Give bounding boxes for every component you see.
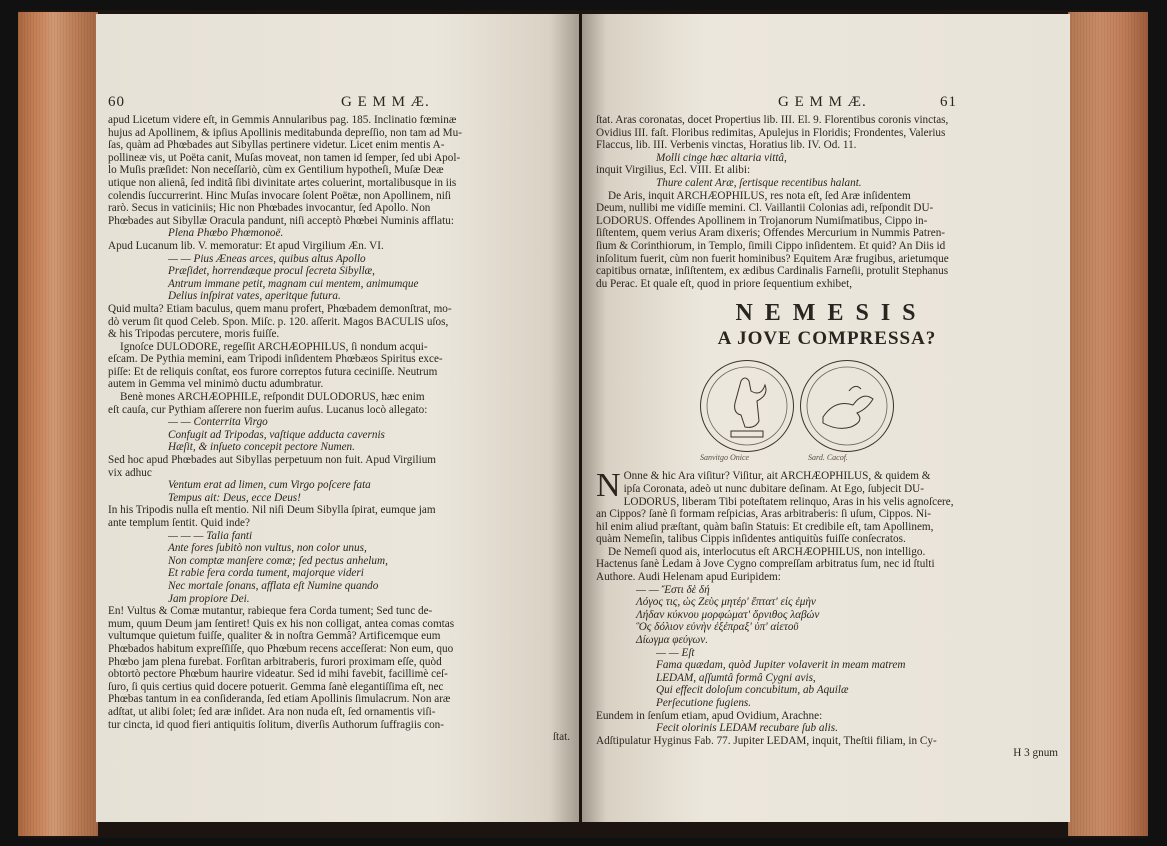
- text-line: Quid multa? Etiam baculus, quem manu profert, Phœbadem demonſtrat, mo-: [108, 302, 452, 315]
- gem-caption-left: Sanvitgo Onice: [700, 453, 750, 463]
- text-line: Phœbades aut Sibyllæ Oracula pandunt, niſi acceptò Phœbei Numinis afflatu:: [108, 214, 454, 227]
- text-line: Flaccus, lib. III. Verbenis vinctas, Horatius lib. IV. Od. 11.: [596, 139, 857, 152]
- left-fore-edge: [18, 12, 98, 836]
- text-line: eſt cauſa, cur Pythiam aſſerere non fuerim auſus. Lucanus locò allegato:: [108, 403, 428, 416]
- text-line: Qui effecit doloſum concubitum, ab Aquilæ: [656, 684, 849, 697]
- text-line: inquit Virgilius, Ecl. VIII. Et alibi:: [596, 164, 751, 177]
- text-line: pollineæ vis, ut Poëta canit, Muſas moveat, non tamen id ſemper, ſed ubi Apol-: [108, 151, 461, 164]
- page-number-right: 61: [940, 94, 957, 110]
- text-line: Plena Phœbo Phœmonoë.: [168, 227, 284, 240]
- text-line: Sed hoc apud Phœbades aut Sibyllas perpetuum non fuit. Apud Virgilium: [108, 454, 436, 467]
- text-line: Non comptæ manſere comæ; ſed pectus anhelum,: [168, 554, 388, 567]
- text-line: tur cincta, id quod fieri antiquitis ſolitum, diverſis Authorum ſuffragiis con-: [108, 718, 444, 731]
- text-line: Ante fores ſubitò non vultus, non color unus,: [168, 542, 367, 555]
- text-line: Fama quædam, quòd Jupiter volaverit in meam matrem: [656, 659, 906, 672]
- text-line: Ignoſce DULODORE, regeſſit ARCHÆOPHILUS, ſi nondum acqui-: [120, 340, 428, 353]
- text-line: LODORUS, liberam Tibi poteſtatem relinquo, Aras in his velis agnoſcere,: [623, 495, 954, 508]
- nemesis-subtitle: A JOVE COMPRESSA?: [717, 328, 937, 350]
- text-line: Præſidet, horrendæque procul ſecreta Sibyllæ,: [168, 265, 375, 278]
- text-line: autem in Gemma vel minimò ductu adumbratur.: [108, 378, 324, 391]
- text-line: Ovidius III. faſt. Floribus redimitas, Apulejus in Floridis; Frondentes, Valerius: [596, 126, 946, 139]
- text-line: Onne & hic Ara viſitur? Viſitur, ait ARCHÆOPHILUS, & quidem &: [623, 470, 931, 483]
- text-line: utique non alienâ, ſed inditâ ſibi divinitate artes coluerint, mortalibusque in iis: [108, 176, 457, 189]
- text-line: inſolitum fuerit, cùm non fuerit hominibus? Equitem Aræ frugibus, arietumque: [596, 252, 949, 265]
- gem-caption-right: Sard. Cacof.: [808, 453, 848, 463]
- text-line: Ὃς δόλιον εὐνὴν ἐξέπραξ' ὑπ' αἰετοῦ: [636, 621, 799, 634]
- text-line: dò verum ſit quod Celeb. Spon. Miſc. p. 120. aſſerit. Magos BACULIS uſos,: [108, 315, 449, 328]
- text-line: Phœbas tantum in ea conſideranda, ſed etiam Apollinis ſimulacrum. Non aræ: [108, 693, 451, 706]
- right-top-text: [596, 114, 1058, 290]
- text-line: Perſecutione fugiens.: [656, 697, 752, 709]
- text-line: Ventum erat ad limen, cum Virgo poſcere fata: [168, 479, 371, 492]
- gem-leda-swan-image: [800, 360, 894, 452]
- text-line: quàm Nemeſin, talibus Cippis inſidentes antiquitùs fuiſſe conſecratos.: [596, 533, 906, 546]
- text-line: vix adhuc: [108, 466, 152, 479]
- text-line: H 3 gnum: [1013, 747, 1058, 760]
- text-line: Λόγος τις, ὡς Ζεὺς μητέρ' ἔπτατ' εἰς ἐμὴν: [636, 596, 816, 609]
- text-line: Phœbo jam plena furebat. Forſitan arbitraberis, furori proximam eſſe, quòd: [108, 655, 442, 668]
- page-number-left: 60: [108, 94, 125, 110]
- text-line: Benè mones ARCHÆOPHILE, reſpondit DULODORUS, hæc enim: [120, 391, 425, 404]
- text-line: rarò. Secus in vaticiniis; Hic non Phœbades invocantur, ſed Apollo. Non: [108, 202, 431, 215]
- text-line: Et rabie fera corda tument, majorque videri: [168, 567, 364, 580]
- text-line: vultumque quietum fuiſſe, qualiter & in noſtra Gemmâ? Artificemque eum: [108, 630, 441, 643]
- text-line: — — — Talia fanti: [168, 529, 253, 542]
- left-page-text: [108, 114, 570, 744]
- right-bottom-text: [596, 467, 1058, 760]
- nemesis-title: N E M E S I S: [735, 300, 919, 327]
- text-line: Fecit olorinis LEDAM recubare ſub alis.: [656, 722, 838, 735]
- drop-cap: N: [596, 467, 621, 505]
- text-line: — — Pius Æneas arces, quibus altus Apollo: [168, 252, 366, 265]
- text-line: adſtat, ut alibi ſolet; ſed aræ inſidet. Ara non nuda eſt, ſed ornamentis viſi-: [108, 705, 436, 718]
- text-line: De Nemeſi quod ais, interlocutus eſt ARCHÆOPHILUS, non intelligo.: [608, 545, 926, 558]
- text-line: Eundem in ſenſum etiam, apud Ovidium, Arachne:: [596, 709, 823, 722]
- gem-nemesis-image: [700, 360, 794, 452]
- text-line: Molli cinge hæc altaria vittâ,: [656, 151, 787, 164]
- text-line: Hæſit, & inſueto concepit pectore Numen.: [168, 441, 355, 454]
- text-line: ſium & Corinthiorum, in Templo, ſimili Cippo inſidentem. Et quid? An Diis id: [596, 239, 946, 252]
- text-line: LODORUS. Offendes Apollinem in Trojanorum Numiſmatibus, Cippo in-: [596, 214, 928, 227]
- text-line: colendis ſuccurrerint. Hinc Muſas invocare ſolent Poëtæ, non Apollinem, niſi: [108, 189, 452, 202]
- text-line: ſas, quàm ad Phœbades aut Sibyllas pertinere videtur. Licet enim mentis A-: [108, 139, 445, 152]
- text-line: capitibus ornatæ, inſiſtentem, ex ædibus Cardinalis Farneſii, protulit Stephanus: [596, 265, 949, 278]
- right-page-text: [596, 114, 1058, 760]
- text-line: ſuro, ſi quis certius quid docere potuerit. Gemma ſanè elegantiſſima eſt, nec: [108, 680, 444, 693]
- text-line: Apud Lucanum lib. V. memoratur: Et apud Virgilium Æn. VI.: [108, 239, 384, 252]
- text-line: ſtat. Aras coronatas, docet Propertius lib. III. El. 9. Florentibus coronis vinctas,: [596, 114, 949, 126]
- text-line: an Cippos? ſanè ſi formam reſpicias, Aras arbitraberis: ſi uſum, Cippos. Ni-: [596, 508, 931, 521]
- text-line: — — Ἔστι δὲ δή: [636, 583, 710, 596]
- text-line: De Aris, inquit ARCHÆOPHILUS, res nota eſt, ſed Aræ inſidentem: [608, 189, 911, 202]
- text-line: Confugit ad Tripodas, vaſtique adducta cavernis: [168, 428, 385, 441]
- text-line: lo Muſis præſidet: Non neceſſariò, cùm ex Gentilium hypotheſi, Muſæ Deæ: [108, 164, 444, 177]
- text-line: LEDAM, aſſumtâ formâ Cygni avis,: [656, 671, 816, 684]
- text-line: eſcam. De Pythia memini, eam Tripodi inſidentem Phœbæos Spiritus exce-: [108, 353, 443, 366]
- text-line: mum, quum Deum jam ſentiret! Quis ex his non colligat, antea comas comtas: [108, 617, 455, 630]
- left-page: [96, 14, 579, 822]
- text-line: Deum, nullibi me vidiſſe memini. Cl. Vaillantii Colonias adi, reſpondit DU-: [596, 202, 934, 215]
- text-line: obtortò pectore Phœbum haurire videatur. Sed id mihi favebit, facillimè ceſ-: [108, 668, 448, 681]
- text-line: En! Vultus & Comæ mutantur, rabieque fera Corda tument; Sed tunc de-: [108, 605, 433, 618]
- text-line: Hactenus ſanè Ledam à Jove Cygno compreſſam arbitratus ſum, nec id ſtulti: [596, 558, 935, 571]
- right-page: [582, 14, 1070, 822]
- text-line: hil enim aliud præſtant, quàm baſin Statuis: Et credibile eſt, tam Apollinem,: [596, 520, 934, 533]
- gem-illustrations: [596, 356, 1058, 466]
- text-line: Thure calent Aræ, ſertisque recentibus halant.: [656, 176, 862, 189]
- right-fore-edge: [1068, 12, 1148, 836]
- text-line: Jam propiore Dei.: [168, 592, 250, 605]
- text-line: hujus ad Apollinem, & ipſius Apollinis meditabunda depreſſio, non tam ad Mu-: [108, 126, 462, 139]
- running-head-left: G E M M Æ.: [341, 94, 430, 110]
- text-line: Tempus ait: Deus, ecce Deus!: [168, 491, 301, 504]
- text-line: ſiſtentem, quem verius Aram dixeris; Offendes Mercurium in Nummis Patren-: [596, 227, 946, 240]
- text-line: Δίωγμα φεύγων.: [636, 634, 709, 647]
- text-line: — — Conterrita Virgo: [168, 416, 268, 429]
- text-line: ſtat.: [552, 731, 570, 744]
- text-line: piſſe: Et de reliquis conſtat, eos furore correptos futura ceciniſſe. Neutrum: [108, 365, 438, 378]
- text-line: Delius inſpirat vates, aperitque futura.: [168, 290, 341, 303]
- text-line: apud Licetum videre eſt, in Gemmis Annularibus pag. 185. Inclinatio fœminæ: [108, 114, 457, 126]
- text-line: Authore. Audi Helenam apud Euripidem:: [596, 571, 781, 584]
- text-line: Adſtipulatur Hyginus Fab. 77. Jupiter LEDAM, inquit, Theſtii filiam, in Cy-: [596, 734, 937, 747]
- text-line: Phœbados habitum expreſſiſſe, quo Phœbum recens acceſſerat: Non eum, quo: [108, 642, 454, 655]
- text-line: Λήδαν κύκνου μορφώματ' ὄρνιθος λαβών: [636, 608, 820, 621]
- text-line: Nec mortale ſonans, afflata eſt Numine quando: [168, 579, 379, 592]
- running-head-right: G E M M Æ.: [778, 94, 867, 110]
- text-line: Antrum immane petit, magnam cui mentem, animumque: [168, 277, 419, 290]
- text-line: In his Tripodis nulla eſt mentio. Nil niſi Deum Sibylla ſpirat, eumque jam: [108, 504, 436, 517]
- text-line: ipſa Coronata, adeò ut nunc dubitare deſinam. At Ego, ſubjecit DU-: [623, 482, 924, 495]
- text-line: & his Tripodas percutere, moris fuiſſe.: [108, 328, 280, 341]
- text-line: — — Eſt: [656, 646, 695, 659]
- text-line: du Perac. Et quale eſt, quod in priore ſequentium exhibet,: [596, 277, 852, 290]
- text-line: ante templum ſentit. Quid inde?: [108, 517, 250, 529]
